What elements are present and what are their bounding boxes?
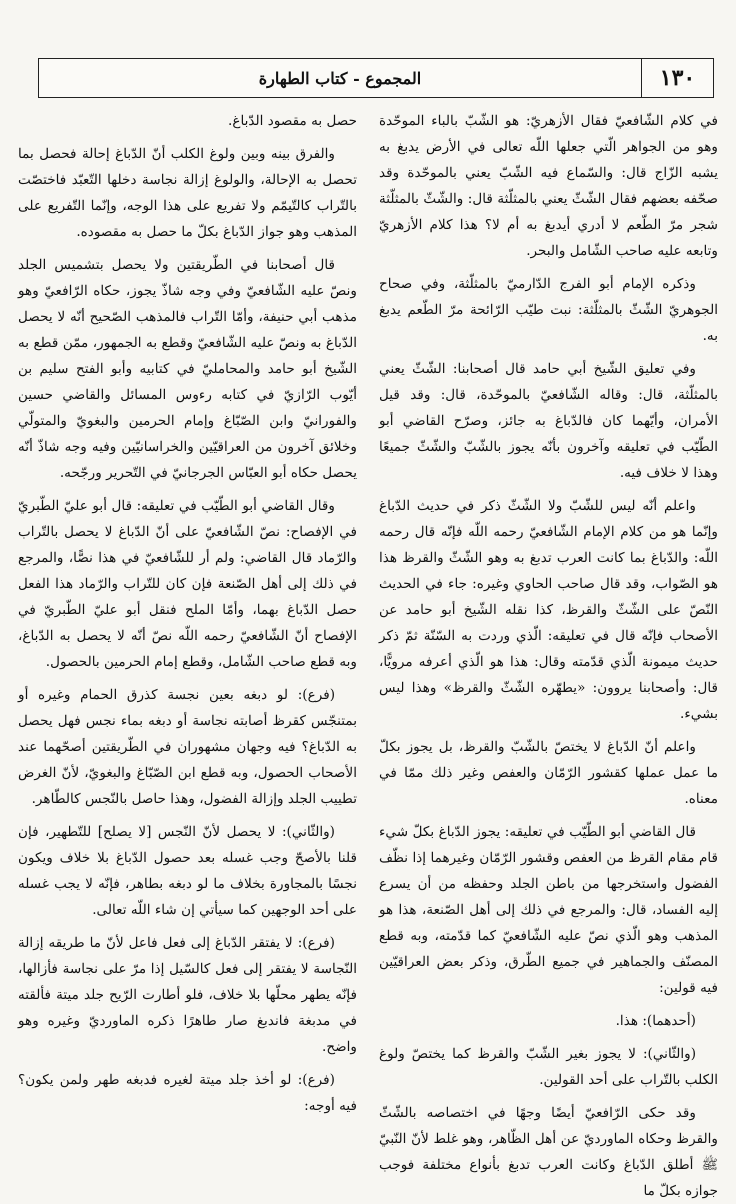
paragraph: (فرع): لو أخذ جلد ميتة لغيره فدبغه طهر ولمن يكون؟ فيه أوجه: [18, 1072, 357, 1114]
paragraph: واعلم أنّ الدّباغ لا يختصّ بالشّبّ والقرظ، بل يجوز بكلّ ما عمل عملها كقشور الرّمّان والعفص وغير ذلك ممّا في معناه. [379, 739, 718, 807]
paragraph: (والثّاني): لا يجوز بغير الشّبّ والقرظ كما يختصّ ولوغ الكلب بالتّراب على أحد القولين. [379, 1046, 718, 1088]
paragraph: قال القاضي أبو الطّيّب في تعليقه: يجوز الدّباغ بكلّ شيء قام مقام القرظ من العفص وقشور الرّمّان وغيرهما إذا نظّف الفضول واستخرجها من باطن الجلد وحفظه من أن يسرع إليه الفساد، قال: والمرجع في ذلك إلى أهل الصّنعة، هذا هو المذهب وهو الّذي نصّ عليه الشّافعيّ كما قدّمته، وبه قطع المصنّف والجماهير في جميع الطّرق، وذكر بعض العراقيّين فيه قولين: [379, 824, 718, 996]
right-column [379, 108, 718, 1199]
paragraph: وقال القاضي أبو الطّيّب في تعليقه: قال أبو عليّ الطّبريّ في الإفصاح: نصّ الشّافعيّ على أنّ الدّباغ لا يحصل بالتّراب والرّماد قال القاضي: ولم أر للشّافعيّ في هذا نصًّا، والمرجع في ذلك إلى أهل الصّنعة فإن كان للتّراب والرّماد هذا الفعل حصل الدّباغ بهما، وأمّا الملح فنقل أبو عليّ الطّبريّ في الإفصاح أنّ الشّافعيّ رحمه اللّه نصّ أنّه لا يحصل به الدّباغ، وبه قطع صاحب الشّامل، وقطع إمام الحرمين بالحصول. [18, 498, 357, 670]
paragraph: (فرع): لا يفتقر الدّباغ إلى فعل فاعل لأنّ ما طريقه إزالة النّجاسة لا يفتقر إلى فعل كالسّيل إذا مرّ على نجاسة فأزالها، فإنّه يطهر محلّها بلا خلاف، فلو أطارت الرّيح جلد ميتة فألقته في مدبغة فاندبغ صار طاهرًا ذكره الماورديّ وغيره وهو واضح. [18, 935, 357, 1055]
paragraph: وفي تعليق الشّيخ أبي حامد قال أصحابنا: الشّثّ يعني بالمثلّثة، قال: وقاله الشّافعيّ بالموحّدة، قال: وقد قيل الأمران، وأيّهما كان فالدّباغ به جائز، وصرّح القاضي أبو الطّيّب في تعليقه وآخرون بأنّه يجوز بالشّبّ والشّثّ جميعًا وهذا لا خلاف فيه. [379, 361, 718, 481]
paragraph: (أحدهما): هذا. [615, 1013, 696, 1029]
page-header [38, 58, 714, 98]
paragraph: واعلم أنّه ليس للشّبّ ولا الشّثّ ذكر في حديث الدّباغ وإنّما هو من كلام الإمام الشّافعيّ رحمه اللّه فإنّه قال رحمه اللّه: والدّباغ بما كانت العرب تدبغ به وهو الشّثّ والقرظ هذا هو الصّواب، وقد قال صاحب الحاوي وغيره: جاء في الحديث النّصّ على الشّثّ والقرظ، كذا نقله الشّيخ أبو حامد عن الأصحاب فإنّه قال في تعليقه: الّذي وردت به السّنّة ثمّ ذكر حديث ميمونة الّذي قدّمته وقال: هذا هو الّذي أعرفه مرويًّا، قال: وأصحابنا يروون: «يطهّره الشّثّ والقرظ» وهذا ليس بشيء. [379, 498, 718, 722]
text-columns [18, 108, 718, 1199]
left-column [18, 108, 357, 1113]
paragraph: في كلام الشّافعيّ فقال الأزهريّ: هو الشّبّ بالباء الموحّدة وهو من الجواهر الّتي جعلها اللّه تعالى في الأرض يدبغ به يشبه الزّاج قال: والسّماع فيه الشّبّ يعني بالموحّدة وقد صحّفه بعضهم فقال الشّثّ يعني بالمثلّثة قال: والشّثّ بالمثلّثة شجر مرّ الطّعم لا أدري أيدبغ به أم لا؟ هذا كلام الأزهريّ وتابعه عليه صاحب الشّامل والبحر. [379, 113, 718, 259]
paragraph: والفرق بينه وبين ولوغ الكلب أنّ الدّباغ إحالة فحصل بما تحصل به الإحالة، والولوغ إزالة نجاسة دخلها التّعبّد فاختصّت بالتّراب كالتّيمّم ولا تفريع على هذا الوجه، وإنّما التّفريع على المذهب وهو جواز الدّباغ بكلّ ما حصل به مقصوده. [18, 146, 357, 240]
paragraph: (فرع): لو دبغه بعين نجسة كذرق الحمام وغيره أو بمتنجّس كقرظ أصابته نجاسة أو دبغه بماء نجس فهل يحصل به الدّباغ؟ فيه وجهان مشهوران في الطّريقتين أصحّهما عند الأصحاب الحصول، وبه قطع ابن الصّبّاغ والبغويّ، لأنّ الغرض تطييب الجلد وإزالة الفضول، وهذا حاصل بالنّجس كالطّاهر. [18, 687, 357, 807]
paragraph: حصل به مقصود الدّباغ. [228, 113, 357, 129]
page-number: ١٣٠ [641, 59, 713, 97]
paragraph: وذكره الإمام أبو الفرج الدّارميّ بالمثلّثة، وفي صحاح الجوهريّ الشّثّ بالمثلّثة: نبت طيّب الرّائحة مرّ الطّعم يدبغ به. [379, 276, 718, 344]
paragraph: وقد حكى الرّافعيّ أيضًا وجهًا في اختصاصه بالشّثّ والقرظ وحكاه الماورديّ عن أهل الظّاهر، وهو غلط لأنّ النّبيّ ﷺ أطلق الدّباغ وكانت العرب تدبغ بأنواع مختلفة فوجب جوازه بكلّ ما [379, 1105, 718, 1199]
paragraph: قال أصحابنا في الطّريقتين ولا يحصل بتشميس الجلد ونصّ عليه الشّافعيّ وفي وجه شاذّ يجوز، حكاه الرّافعيّ وهو مذهب أبي حنيفة، وأمّا التّراب فالمذهب الصّحيح أنّه لا يحصل الدّباغ به ونصّ عليه الشّافعيّ وقطع به الجمهور، ممّن قطع به الشّيخ أبو حامد والمحامليّ في كتابيه وأبو الفتح سليم بن أيّوب الرّازيّ في كتابه رءوس المسائل والقاضي حسين والفورانيّ وابن الصّبّاغ وإمام الحرمين والبغويّ والمتولّي وخلائق آخرون من العراقيّين والخراسانيّين وفيه وجه شاذّ أنّه يحصل حكاه أبو العبّاس الجرجانيّ في التّحرير ورجّحه. [18, 257, 357, 481]
running-title: المجموع - كتاب الطهارة [258, 68, 422, 88]
paragraph: (والثّاني): لا يحصل لأنّ النّجس [لا يصلح] للتّطهير، فإن قلنا بالأصحّ وجب غسله بعد حصول الدّباغ بلا خلاف ويكون نجسًا بالمجاورة بخلاف ما لو دبغه بطاهر، فإنّه لا يجب غسله على أحد الوجهين كما سيأتي إن شاء اللّه تعالى. [18, 824, 357, 918]
